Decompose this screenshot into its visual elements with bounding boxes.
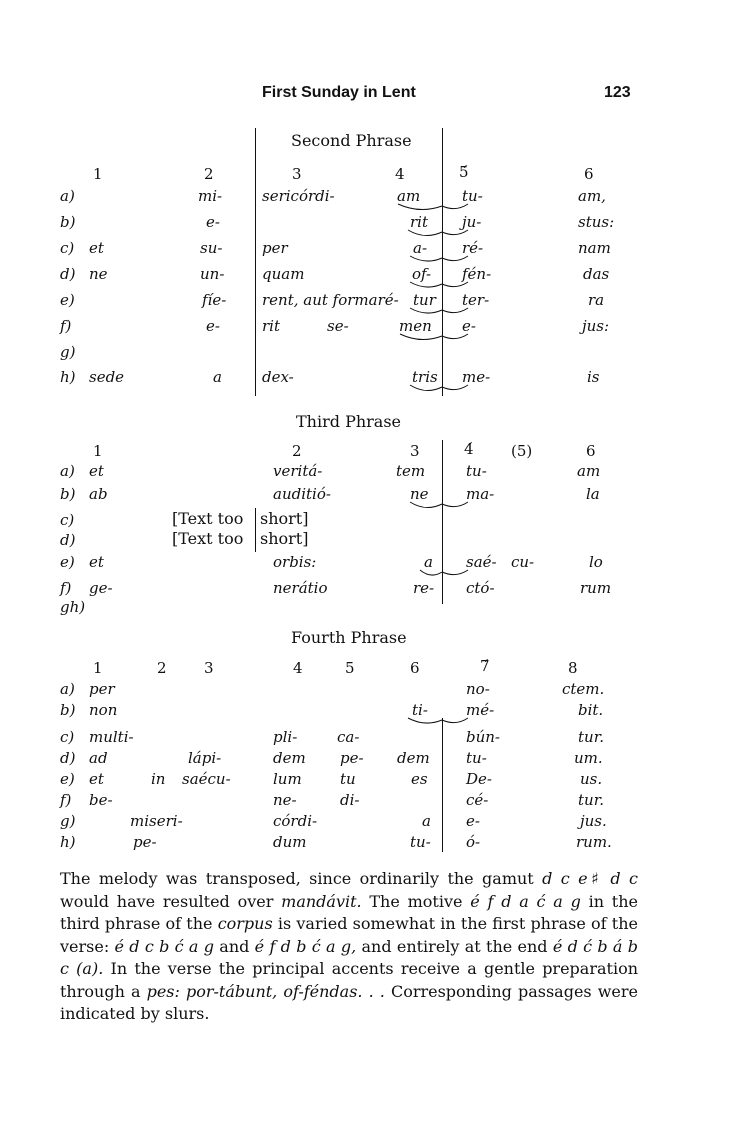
syllable: stus: (578, 213, 615, 231)
syllable: ne- (273, 791, 297, 809)
text: in the third phrase of the (60, 891, 639, 933)
row-label: gh) (60, 598, 86, 616)
syllable: ter- (462, 291, 490, 309)
syllable: tu- (462, 187, 483, 205)
syllable: quam (262, 265, 305, 283)
syllable: e- (206, 213, 220, 231)
syllable: tu- (466, 462, 487, 480)
syllable: sede (89, 368, 125, 386)
syllable: et (89, 239, 104, 257)
syllable: et (89, 462, 104, 480)
syllable: su- (200, 239, 223, 257)
syllable: ad (89, 749, 108, 767)
syllable: cé- (466, 791, 489, 809)
syllable: men (399, 317, 432, 335)
syllable: ab (89, 485, 108, 503)
syllable: per (89, 680, 115, 698)
syllable: pli- (273, 728, 298, 746)
note-short: short] (260, 509, 309, 528)
syllable: ca- (337, 728, 360, 746)
note-text-too: [Text too (172, 529, 244, 548)
syllable: das (583, 265, 610, 283)
note-short: short] (260, 529, 309, 548)
term: pes: por-tábunt, of-féndas. . . (146, 981, 385, 1001)
syllable: De- (466, 770, 492, 788)
col-num: 4 (395, 165, 405, 183)
term: corpus (217, 914, 273, 933)
slur (442, 385, 468, 390)
syllable: di- (340, 791, 360, 809)
syllable: nam (578, 239, 611, 257)
row-label: b) (60, 701, 76, 719)
text: is varied somewhat in the first phrase of the verse: (60, 914, 638, 956)
syllable: mi- (198, 187, 223, 205)
syllable: ne (89, 265, 108, 283)
syllable: ctem. (562, 680, 605, 698)
syllable: ti- (412, 701, 428, 719)
syllable: lo (589, 553, 603, 571)
syllable: no- (466, 680, 490, 698)
row-label: h) (60, 833, 76, 851)
syllable: jus: (582, 317, 610, 335)
syllable: rit (262, 317, 280, 335)
row-label: d) (60, 749, 76, 767)
slur (410, 502, 442, 508)
row-label: h) (60, 368, 76, 386)
syllable: rent, aut formaré- (262, 291, 399, 309)
syllable: et (89, 553, 104, 571)
row-label: e) (60, 553, 75, 571)
col-num: 5́ (459, 163, 469, 181)
syllable: be- (89, 791, 113, 809)
syllable: se- (327, 317, 349, 335)
term: mandávit. (281, 891, 362, 911)
col-num: (5) (511, 442, 533, 460)
syllable: ne (410, 485, 429, 503)
syllable: a- (413, 239, 428, 257)
syllable: ctó- (466, 579, 495, 597)
row-label: c) (60, 728, 75, 746)
text: The motive (361, 891, 471, 911)
syllable: fén- (462, 265, 492, 283)
section-title-third: Third Phrase (296, 412, 402, 431)
col-num: 6 (410, 659, 420, 677)
syllable: tur. (578, 728, 604, 746)
section-title-second: Second Phrase (291, 131, 412, 150)
row-label: f) (60, 317, 72, 335)
row-label: f) (60, 791, 72, 809)
syllable: a (424, 553, 433, 571)
syllable: ra (588, 291, 605, 309)
col-num: 3 (292, 165, 302, 183)
syllable: of- (412, 265, 432, 283)
slur (442, 204, 468, 209)
text: and (213, 936, 255, 956)
slur (442, 334, 468, 339)
slur (410, 308, 442, 313)
syllable: in (151, 770, 166, 788)
row-label: e) (60, 291, 75, 309)
syllable: dex- (262, 368, 294, 386)
syllable: fíe- (202, 291, 227, 309)
row-label: b) (60, 213, 76, 231)
row-label: g) (60, 812, 76, 830)
row-label: f) (60, 579, 72, 597)
notes: é d c b ć a g (114, 936, 214, 956)
slur (442, 230, 468, 235)
slur (442, 308, 468, 313)
syllable: la (586, 485, 600, 503)
col-num: 7́ (480, 657, 490, 675)
syllable: un- (200, 265, 225, 283)
syllable: saécu- (182, 770, 231, 788)
syllable: orbis: (273, 553, 317, 571)
syllable: me- (462, 368, 491, 386)
syllable: tu- (466, 749, 487, 767)
slur (442, 718, 468, 723)
syllable: cu- (511, 553, 535, 571)
col-num: 8 (568, 659, 578, 677)
syllable: dem (397, 749, 430, 767)
syllable: ma- (466, 485, 495, 503)
syllable: et (89, 770, 104, 788)
syllable: ju- (462, 213, 482, 231)
text: In the verse the principal accents receive a gentle preparation through a (60, 959, 639, 1001)
syllable: rit (410, 213, 428, 231)
syllable: ó- (466, 833, 481, 851)
syllable: tur (413, 291, 436, 309)
row-label: c) (60, 239, 75, 257)
slur (398, 204, 442, 210)
text: would have resulted over (60, 891, 282, 911)
col-num: 4́ (464, 440, 474, 458)
syllable: rum. (576, 833, 612, 851)
syllable: lápi- (188, 749, 222, 767)
syllable: tu- (410, 833, 431, 851)
slur (410, 256, 442, 261)
notes: é d ć b á b c (a). (60, 936, 639, 978)
syllable: dum (273, 833, 307, 851)
syllable: sericórdi- (262, 187, 335, 205)
col-num: 3 (410, 442, 420, 460)
page-number: 123 (604, 84, 631, 101)
syllable: ge- (89, 579, 113, 597)
row-label: b) (60, 485, 76, 503)
slur (400, 334, 442, 340)
syllable: a (422, 812, 431, 830)
col-num: 6 (584, 165, 594, 183)
syllable: córdi- (273, 812, 318, 830)
syllable: us. (580, 770, 603, 788)
row-label: a) (60, 187, 75, 205)
syllable: lum (273, 770, 302, 788)
notes: é f d b ć a g, (254, 936, 357, 956)
syllable: dem (273, 749, 306, 767)
syllable: nerátio (273, 579, 328, 597)
col-num: 3 (204, 659, 214, 677)
syllable: bún- (466, 728, 500, 746)
col-num: 1 (93, 165, 103, 183)
slur (442, 502, 468, 507)
syllable: es (411, 770, 428, 788)
col-num: 2 (157, 659, 167, 677)
syllable: a (213, 368, 222, 386)
col-num: 1 (93, 659, 103, 677)
syllable: saé- (466, 553, 497, 571)
page-title: First Sunday in Lent (262, 84, 416, 101)
syllable: is (587, 368, 600, 386)
syllable: non (89, 701, 118, 719)
notes: é f d a ć a g (470, 891, 581, 911)
syllable: rum (580, 579, 612, 597)
col-num: 2 (204, 165, 214, 183)
row-label: e) (60, 770, 75, 788)
slur (442, 282, 468, 287)
row-label: g) (60, 343, 76, 361)
syllable: jus. (580, 812, 607, 830)
slur (420, 570, 442, 575)
col-num: 6 (586, 442, 596, 460)
notes: d c e♯ d c (542, 869, 639, 888)
slur (442, 256, 468, 261)
row-label: d) (60, 265, 76, 283)
row-label: c) (60, 511, 75, 529)
col-num: 2 (292, 442, 302, 460)
slur (410, 385, 442, 391)
text: and entirely at the end (356, 936, 553, 956)
syllable: tur. (578, 791, 604, 809)
col-num: 1 (93, 442, 103, 460)
col-num: 4 (293, 659, 303, 677)
syllable: am (577, 462, 601, 480)
slur (408, 718, 442, 723)
syllable: ré- (462, 239, 484, 257)
section-title-fourth: Fourth Phrase (291, 628, 407, 647)
syllable: e- (466, 812, 480, 830)
syllable: mé- (466, 701, 495, 719)
row-label: a) (60, 680, 75, 698)
text: Corresponding passages were indicated by slurs. (60, 981, 639, 1023)
syllable: am (397, 187, 421, 205)
col-num: 5 (345, 659, 355, 677)
body-paragraph (60, 868, 638, 1026)
syllable: bit. (578, 701, 604, 719)
syllable: um. (574, 749, 603, 767)
note-text-too: [Text too (172, 509, 244, 528)
row-label: a) (60, 462, 75, 480)
syllable: e- (462, 317, 476, 335)
text: The melody was transposed, since ordinarily the gamut (60, 869, 543, 888)
syllable: re- (413, 579, 435, 597)
syllable: tem (396, 462, 426, 480)
slur (410, 282, 442, 287)
syllable: auditió- (273, 485, 331, 503)
syllable: pe- (133, 833, 157, 851)
row-label: d) (60, 531, 76, 549)
syllable: per (262, 239, 288, 257)
syllable: e- (206, 317, 220, 335)
syllable: am, (578, 187, 606, 205)
syllable: tu (340, 770, 356, 788)
slur (408, 230, 442, 236)
syllable: multi- (89, 728, 134, 746)
syllable: tris (412, 368, 438, 386)
syllable: veritá- (273, 462, 323, 480)
slur (442, 570, 468, 575)
syllable: miseri- (130, 812, 183, 830)
syllable: pe- (340, 749, 364, 767)
